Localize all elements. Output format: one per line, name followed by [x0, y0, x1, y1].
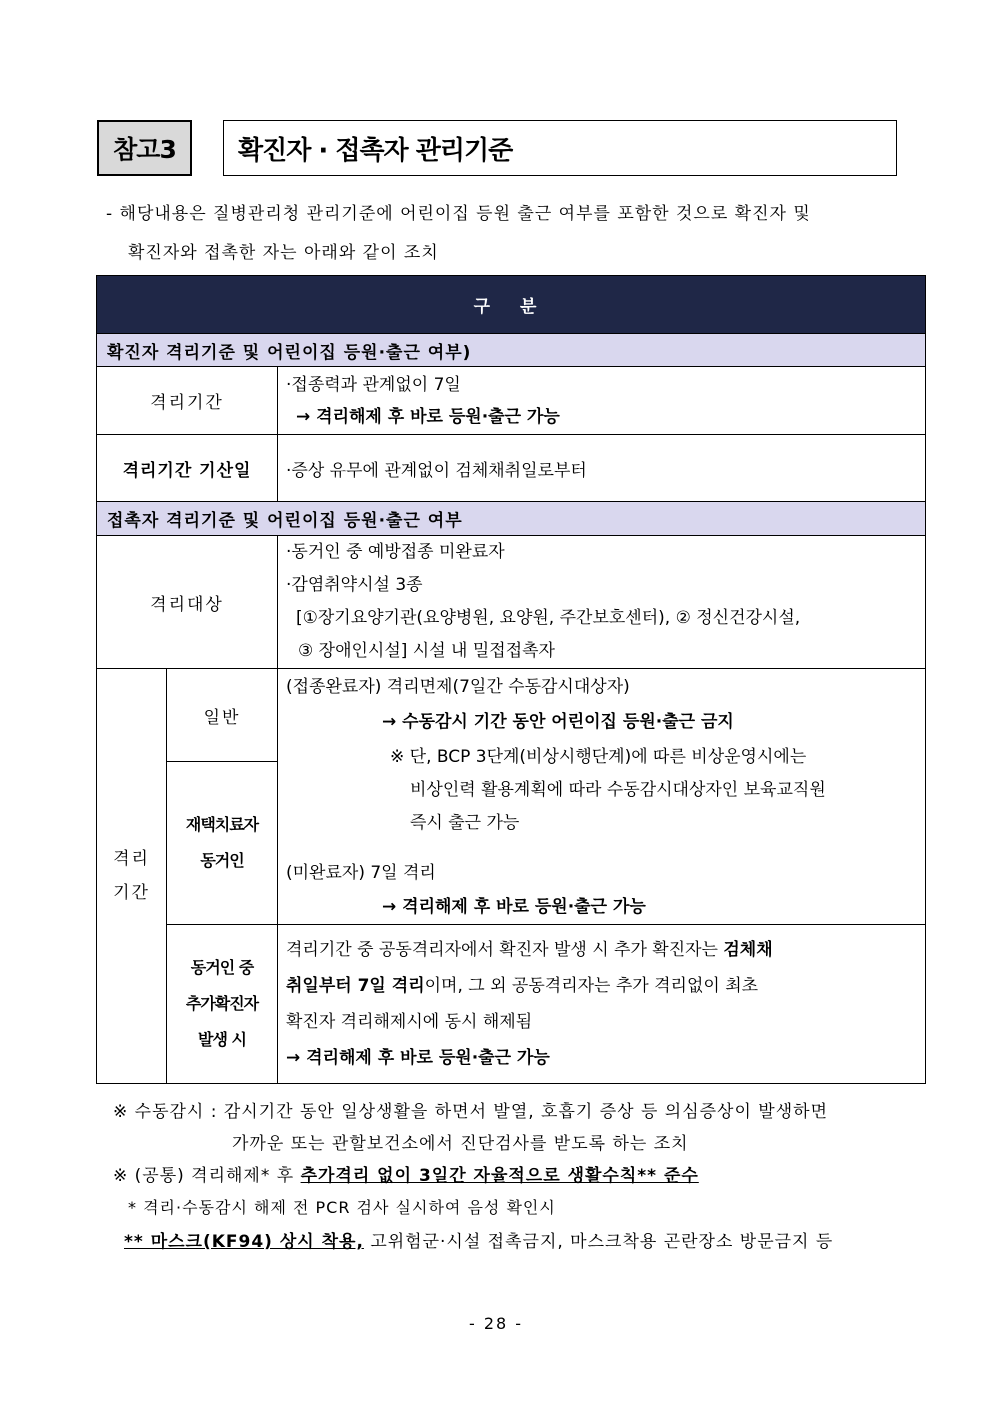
sub-label-general: 일반 [167, 669, 278, 762]
text-line: → 격리해제 후 바로 등원·출근 가능 [382, 897, 646, 917]
text-line: 비상인력 활용계획에 따라 수동감시대상자인 보육교직원 [410, 780, 826, 800]
sub-label-line: 동거인 중 [190, 958, 254, 977]
text-fragment: 이며, 그 외 공동격리자는 추가 격리없이 최초 [424, 976, 759, 996]
content-additional-case [278, 925, 926, 1084]
group-label-line: 격리 [113, 849, 150, 869]
content-general-home [278, 669, 926, 925]
row-content-isolation-period [278, 367, 926, 435]
row-content-isolation-target [278, 536, 926, 669]
text-fragment-underlined: 추가격리 없이 3일간 자율적으로 생활수칙** 준수 [300, 1166, 699, 1186]
row-label-isolation-period: 격리기간 [97, 367, 278, 435]
sub-label-home-treatment [167, 762, 278, 925]
text-fragment-bold: 검체채 [723, 940, 773, 960]
note-passive-monitoring: ※ 수동감시 : 감시기간 동안 일상생활을 하면서 발열, 호흡기 증상 등 의심증상이 발생하면 [113, 1102, 828, 1122]
row-label-start-date: 격리기간 기산일 [97, 435, 278, 502]
sub-label-line: 재택치료자 [185, 815, 259, 835]
text-line: → 수동감시 기간 동안 어린이집 등원·출근 금지 [382, 712, 734, 732]
text-fragment-bold: 취일부터 7일 격리 [286, 976, 425, 996]
text-line [286, 968, 917, 1004]
table-header: 구 분 [97, 276, 926, 334]
text-line: ※ 단, BCP 3단계(비상시행단계)에 따른 비상운영시에는 [390, 747, 807, 767]
sub-label-line: 동거인 [200, 851, 244, 871]
intro-line-2: 확진자와 접촉한 자는 아래와 같이 조치 [128, 243, 439, 263]
note-common [113, 1161, 699, 1186]
text-fragment: 격리기간 중 공동격리자에서 확진자 발생 시 추가 확진자는 [286, 940, 724, 960]
text-line: (미완료자) 7일 격리 [286, 863, 436, 883]
text-line: ③ 장애인시설] 시설 내 밀접접촉자 [298, 641, 555, 661]
text-line: 확진자 격리해제시에 동시 해제됨 [286, 1012, 533, 1032]
text-line: 즉시 출근 가능 [410, 813, 520, 833]
sub-label-line: 발생 시 [198, 1030, 246, 1049]
guideline-table [96, 275, 926, 1084]
text-line: → 격리해제 후 바로 등원·출근 가능 [286, 1048, 550, 1068]
section-confirmed: 확진자 격리기준 및 어린이집 등원·출근 여부) [97, 334, 926, 367]
sub-label-additional-case [167, 925, 278, 1084]
group-label-line: 기간 [113, 883, 150, 903]
note-footnote-1: * 격리·수동감시 해제 전 PCR 검사 실시하여 음성 확인시 [128, 1198, 556, 1217]
reference-badge: 참고3 [97, 120, 192, 176]
page-title: 확진자 · 접촉자 관리기준 [223, 120, 897, 176]
text-line [286, 932, 917, 968]
text-fragment: ※ (공통) 격리해제* 후 [113, 1166, 301, 1186]
intro-line-1: - 해당내용은 질병관리청 관리기준에 어린이집 등원 출근 여부를 포함한 것으로 확진자 및 [106, 204, 811, 224]
page-number: - 28 - [468, 1314, 524, 1333]
text-line: (접종완료자) 격리면제(7일간 수동감시대상자) [286, 677, 630, 697]
text-line: ·증상 유무에 관계없이 검체채취일로부터 [286, 460, 587, 481]
text-fragment: 고위험군·시설 접촉금지, 마스크착용 곤란장소 방문금지 등 [363, 1232, 834, 1252]
note-passive-monitoring-cont: 가까운 또는 관할보건소에서 진단검사를 받도록 하는 조치 [232, 1134, 689, 1154]
row-content-start-date [278, 435, 926, 502]
row-label-isolation-target: 격리대상 [97, 536, 278, 669]
text-line: ·동거인 중 예방접종 미완료자 [286, 542, 505, 562]
text-line: [①장기요양기관(요양병원, 요양원, 주간보호센터), ② 정신건강시설, [296, 608, 801, 628]
text-line: ·감염취약시설 3종 [286, 575, 423, 595]
text-fragment-underlined: ** 마스크(KF94) 상시 착용, [124, 1232, 364, 1252]
section-contacts: 접촉자 격리기준 및 어린이집 등원·출근 여부 [97, 502, 926, 536]
sub-label-line: 추가확진자 [185, 994, 259, 1013]
text-line: → 격리해제 후 바로 등원·출근 가능 [296, 406, 560, 427]
group-label-isolation-period [97, 669, 167, 1084]
text-line: ·접종력과 관계없이 7일 [286, 374, 461, 395]
note-footnote-2 [124, 1227, 833, 1252]
